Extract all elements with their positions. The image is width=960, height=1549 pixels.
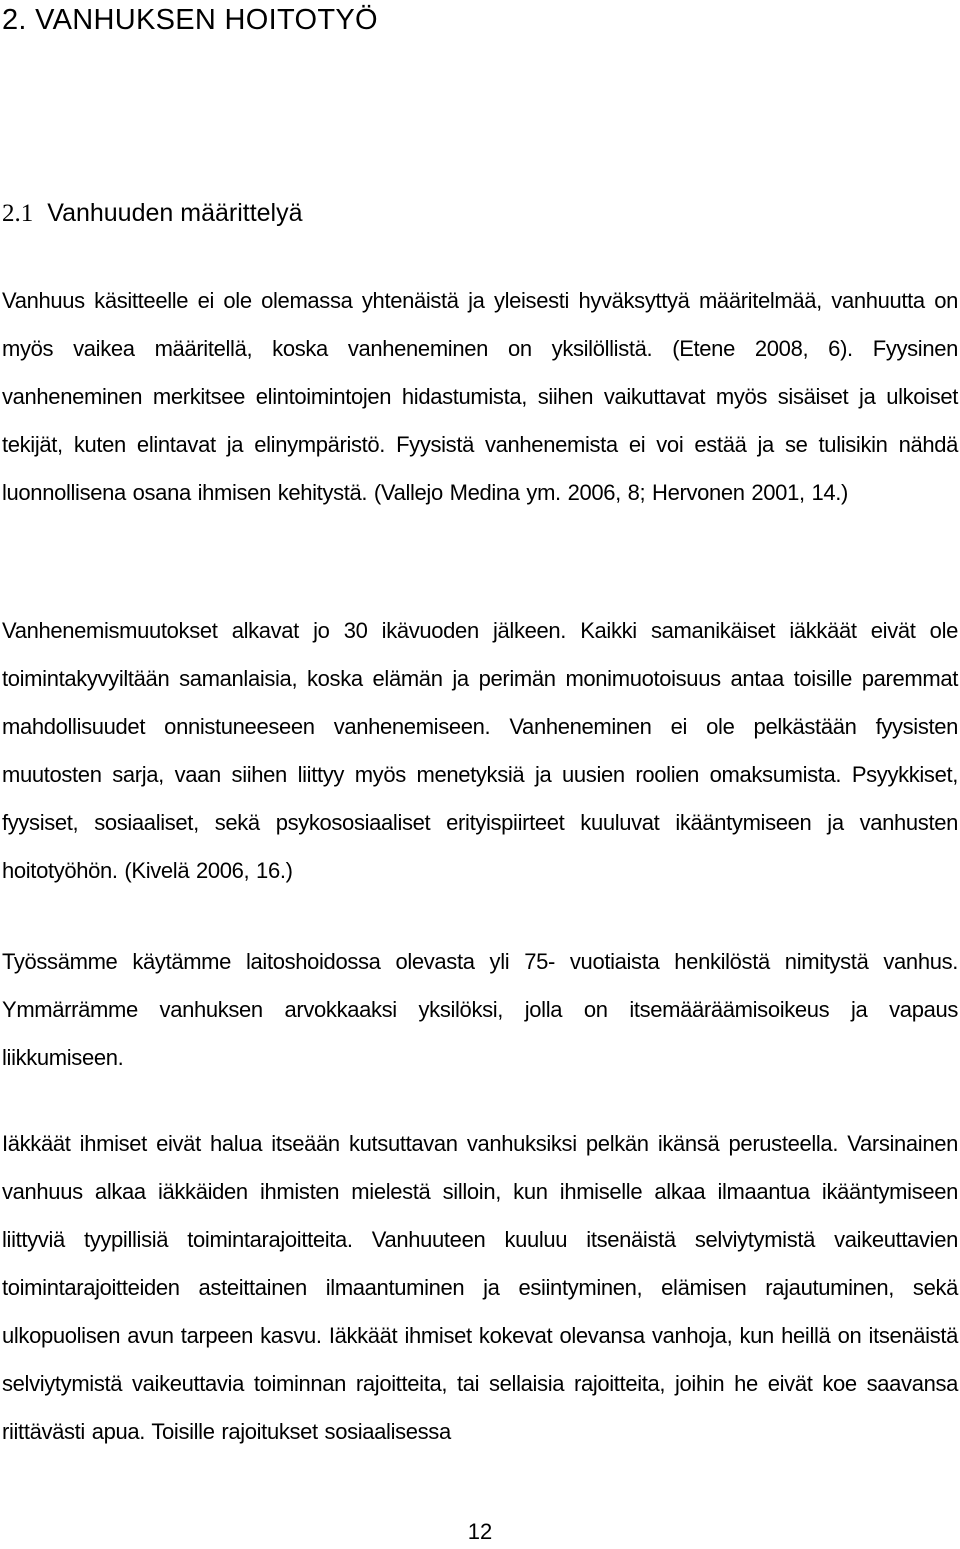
- chapter-title: 2. VANHUKSEN HOITOTYÖ: [2, 4, 378, 36]
- page-number: 12: [467, 1519, 493, 1544]
- paragraph-2: Vanhenemismuutokset alkavat jo 30 ikävuoden jälkeen. Kaikki samanikäiset iäkkäät eivät ole toimintakyvyiltään samanlaisia, koska elämän ja perimän monimuotoisuus antaa toisille paremmat mahdollisuudet onnistuneeseen vanhenemiseen. Vanheneminen ei ole pelkästään fyysisten muutosten sarja, vaan siihen liittyy myös menetyksiä ja uusien roolien omaksumista. Psyykkiset, fyysiset, sosiaaliset, sekä psykososiaaliset erityispiirteet kuuluvat ikääntymiseen ja vanhusten hoitotyöhön. (Kivelä 2006, 16.): [2, 618, 958, 883]
- paragraph-1: Vanhuus käsitteelle ei ole olemassa yhtenäistä ja yleisesti hyväksyttyä määritelmää, vanhuutta on myös vaikea määritellä, koska vanheneminen on yksilöllistä. (Etene 2008, 6). Fyysinen vanheneminen merkitsee elintoimintojen hidastumista, siihen vaikuttavat myös sisäiset ja ulkoiset tekijät, kuten elintavat ja elinympäristö. Fyysistä vanhenemista ei voi estää ja se tulisikin nähdä luonnollisena osana ihmisen kehitystä. (Vallejo Medina ym. 2006, 8; Hervonen 2001, 14.): [2, 288, 958, 505]
- section-heading: [2, 196, 303, 231]
- paragraph-4: Iäkkäät ihmiset eivät halua itseään kutsuttavan vanhuksiksi pelkän ikänsä perusteella. Varsinainen vanhuus alkaa iäkkäiden ihmisten mielestä silloin, kun ihmiselle alkaa ilmaantua ikääntymiseen liittyviä tyypillisiä toimintarajoitteita. Vanhuuteen kuuluu itsenäistä selviytymistä vaikeuttavien toimintarajoitteiden asteittainen ilmaantuminen ja esiintyminen, elämisen rajautuminen, sekä ulkopuolisen avun tarpeen kasvu. Iäkkäät ihmiset kokevat olevansa vanhoja, kun heillä on itsenäistä selviytymistä vaikeuttavia toiminnan rajoitteita, tai sellaisia rajoitteita, joihin he eivät koe saavansa riittävästi apua. Toisille rajoitukset sosiaalisessa: [2, 1131, 958, 1444]
- section-title: Vanhuuden määrittelyä: [47, 199, 303, 227]
- section-number: 2.1: [2, 200, 34, 227]
- paragraph-3: Työssämme käytämme laitoshoidossa olevasta yli 75- vuotiaista henkilöstä nimitystä vanhus. Ymmärrämme vanhuksen arvokkaaksi yksilöksi, jolla on itsemääräämisoikeus ja vapaus liikkumiseen.: [2, 949, 958, 1070]
